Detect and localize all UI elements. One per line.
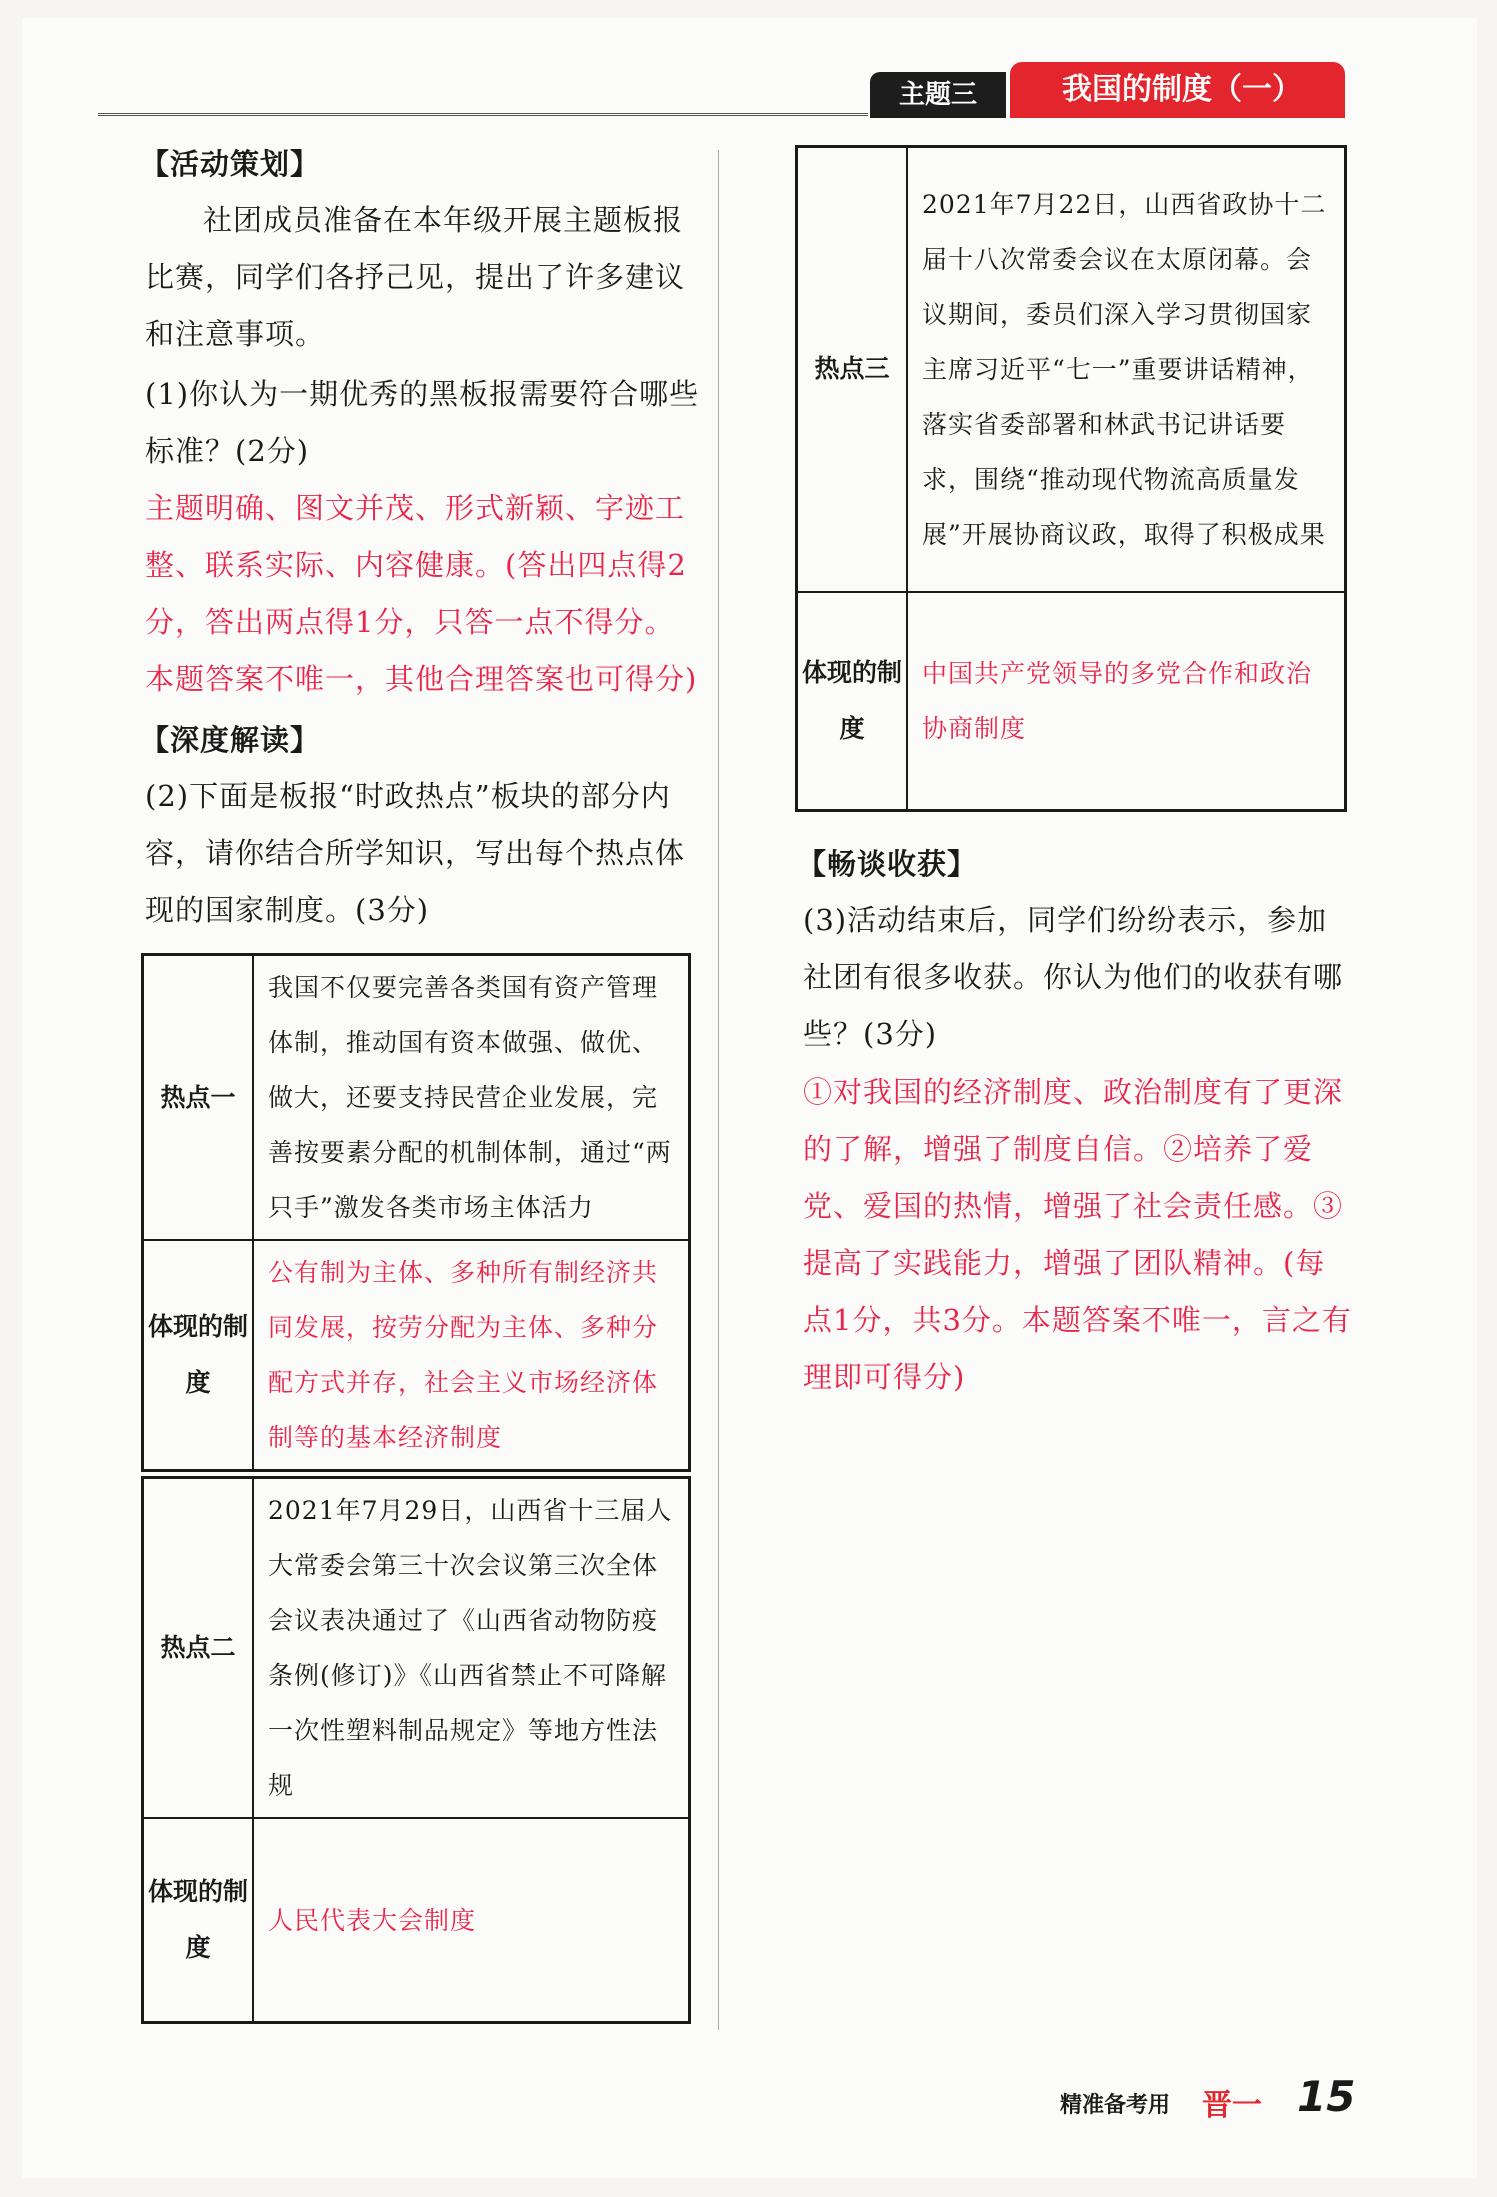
- footer-brand: 晋一: [1202, 2088, 1262, 2123]
- hot-point-2-answer: 人民代表大会制度: [253, 1818, 690, 2023]
- hot-point-1-system-label: 体现的制度: [143, 1240, 254, 1471]
- hot-point-1-table: [141, 953, 691, 1472]
- theme-tag: 主题三: [870, 72, 1006, 118]
- hot-point-2-system-label: 体现的制度: [143, 1818, 254, 2023]
- hot-point-3-label: 热点三: [797, 147, 908, 592]
- hot-point-3-answer: 中国共产党领导的多党合作和政治协商制度: [907, 592, 1346, 811]
- answer-3: ①对我国的经济制度、政治制度有了更深的了解，增强了制度自信。②培养了爱党、爱国的热情，增强了社会责任感。③提高了实践能力，增强了团队精神。(每点1分，共3分。本题答案不唯一，言之有理即可得分): [803, 1075, 1352, 1394]
- page-number: 15: [1297, 2072, 1356, 2121]
- hot-point-3-text: 2021年7月22日，山西省政协十二届十八次常委会议在太原闭幕。会议期间，委员们深入学习贯彻国家主席习近平“七一”重要讲话精神，落实省委部署和林武书记讲话要求，围绕“推动现代物流高质量发展”开展协商议政，取得了积极成果: [907, 147, 1346, 592]
- answer-1: 主题明确、图文并茂、形式新颖、字迹工整、联系实际、内容健康。(答出四点得2分，答出两点得1分，只答一点不得分。本题答案不唯一，其他合理答案也可得分): [145, 491, 698, 696]
- heading-talk-gains: 【畅谈收获】: [797, 847, 978, 881]
- hot-point-1-label: 热点一: [143, 955, 254, 1241]
- question-2: (2)下面是板报“时政热点”板块的部分内容，请你结合所学知识，写出每个热点体现的国家制度。(3分): [145, 779, 686, 927]
- hot-point-2-label: 热点二: [143, 1478, 254, 1819]
- heading-activity-plan: 【活动策划】: [140, 147, 321, 181]
- chapter-title-tag: 我国的制度（一）: [1010, 62, 1345, 118]
- hot-point-3-table: [795, 145, 1347, 812]
- hot-point-2-text: 2021年7月29日，山西省十三届人大常委会第三十次会议第三次全体会议表决通过了《山西省动物防疫条例(修订)》《山西省禁止不可降解一次性塑料制品规定》等地方性法规: [253, 1478, 690, 1819]
- question-3: (3)活动结束后，同学们纷纷表示，参加社团有很多收获。你认为他们的收获有哪些？(3分): [803, 903, 1344, 1051]
- hot-point-3-system-label: 体现的制度: [797, 592, 908, 811]
- hot-point-2-table: [141, 1476, 691, 2024]
- column-divider: [718, 150, 719, 2030]
- hot-point-1-answer: 公有制为主体、多种所有制经济共同发展，按劳分配为主体、多种分配方式并存，社会主义市场经济体制等的基本经济制度: [253, 1240, 690, 1471]
- heading-deep-reading: 【深度解读】: [140, 723, 321, 757]
- header-rule: [98, 113, 868, 116]
- footer-label: 精准备考用: [1060, 2093, 1171, 2118]
- hot-point-1-text: 我国不仅要完善各类国有资产管理体制，推动国有资本做强、做优、做大，还要支持民营企业发展，完善按要素分配的机制体制，通过“两只手”激发各类市场主体活力: [253, 955, 690, 1241]
- question-1: (1)你认为一期优秀的黑板报需要符合哪些标准？(2分): [145, 377, 700, 468]
- plan-paragraph: 社团成员准备在本年级开展主题板报比赛，同学们各抒己见，提出了许多建议和注意事项。: [145, 203, 686, 351]
